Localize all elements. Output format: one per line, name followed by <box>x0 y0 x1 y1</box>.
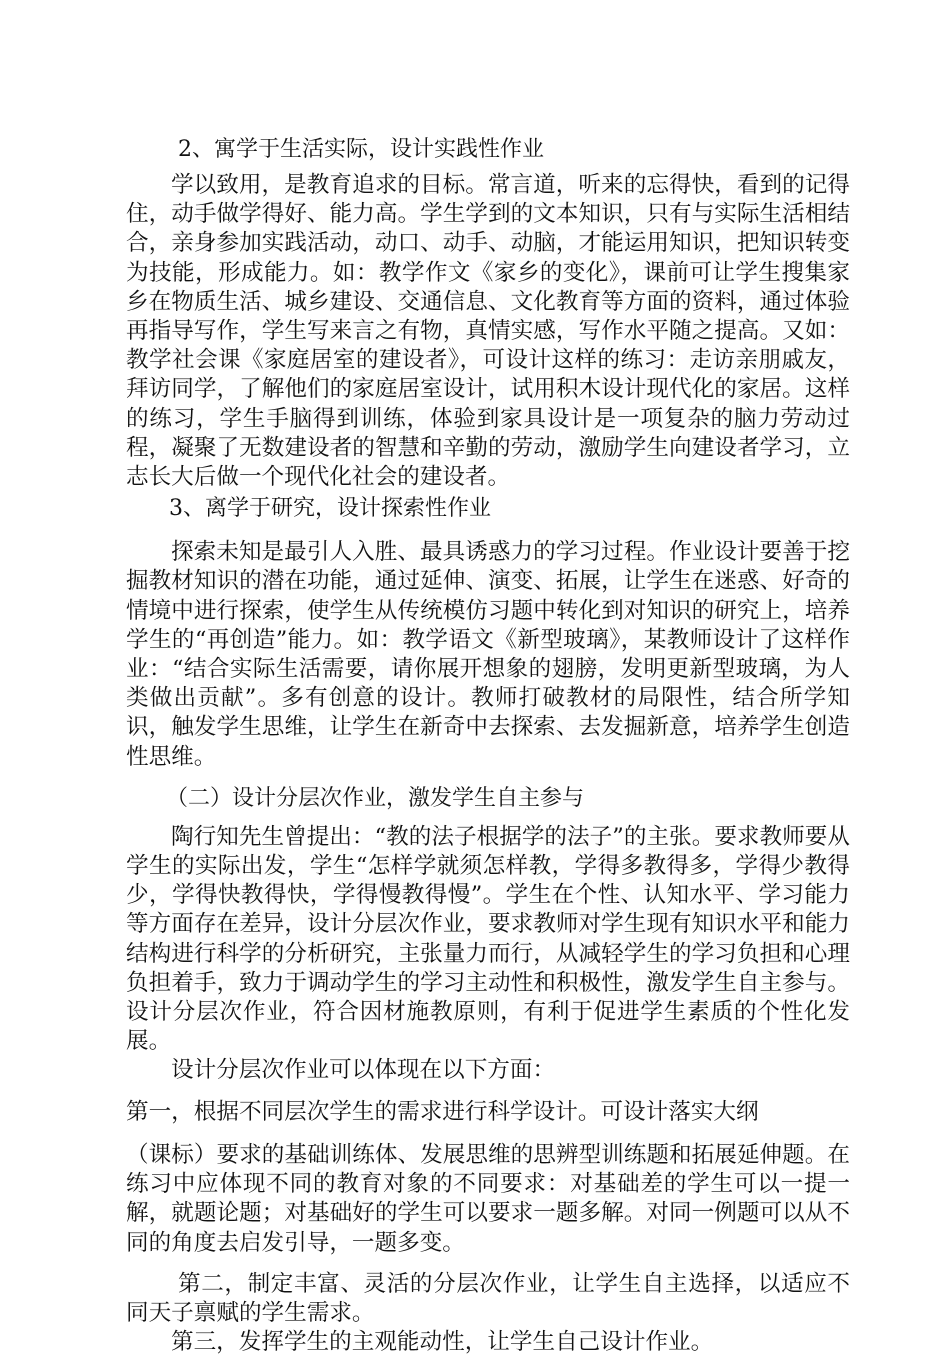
section-3-heading: 3、离学于研究，设计探索性作业 <box>169 496 491 522</box>
section-3-body: 探索未知是最引人入胜、最具诱惑力的学习过程。作业设计要善于挖掘教材知识的潜在功能，通过延伸、演变、拓展，让学生在迷惑、好奇的情境中进行探索，使学生从传统模仿习题中转化到对知识的研究上，培养学生的“再创造”能力。如：教学语文《新型玻璃》，某教师设计了这样作业：“结合实际生活需要，请你展开想象的翅膀，发明更新型玻璃，为人类做出贡献”。多有创意的设计。教师打破教材的局限性，结合所学知识，触发学生思维，让学生在新奇中去探索、去发掘新意，培养学生创造性思维。 <box>126 539 850 770</box>
part-2-heading: （二）设计分层次作业，激发学生自主参与 <box>166 785 585 811</box>
point-1-continuation: （课标）要求的基础训练体、发展思维的思辨型训练题和拓展延伸题。在练习中应体现不同的教育对象的不同要求：对基础差的学生可以一提一解，就题论题；对基础好的学生可以要求一题多解。对同一例题可以从不同的角度去启发引导，一题多变。 <box>126 1141 850 1256</box>
point-3: 第三，发挥学生的主观能动性，让学生自己设计作业。 <box>171 1329 714 1356</box>
part-2-intro: 设计分层次作业可以体现在以下方面： <box>171 1057 556 1084</box>
point-1-first-line: 第一，根据不同层次学生的需求进行科学设计。可设计落实大纲 <box>126 1098 759 1125</box>
section-2-body: 学以致用，是教育追求的目标。常言道，听来的忘得快，看到的记得住，动手做学得好、能力高。学生学到的文本知识，只有与实际生活相结合，亲身参加实践活动，动口、动手、动脑，才能运用知识，把知识转变为技能，形成能力。如：教学作文《家乡的变化》，课前可让学生搜集家乡在物质生活、城乡建设、交通信息、文化教育等方面的资料，通过体验再指导写作，学生写来言之有物，真情实感，写作水平随之提高。又如：教学社会课《家庭居室的建设者》，可设计这样的练习：走访亲朋戚友，拜访同学，了解他们的家庭居室设计，试用积木设计现代化的家居。这样的练习，学生手脑得到训练，体验到家具设计是一项复杂的脑力劳动过程，凝聚了无数建设者的智慧和辛勤的劳动，激励学生向建设者学习，立志长大后做一个现代化社会的建设者。 <box>126 172 850 491</box>
document-page <box>126 128 850 1357</box>
point-1 <box>126 1098 850 1258</box>
section-2-heading: 2、寓学于生活实际，设计实践性作业 <box>178 137 544 162</box>
point-2: 第二，制定丰富、灵活的分层次作业，让学生自主选择，以适应不同天子禀赋的学生需求。 <box>126 1270 850 1326</box>
part-2-body: 陶行知先生曾提出：“教的法子根据学的法子”的主张。要求教师要从学生的实际出发，学生“怎样学就须怎样教，学得多教得多，学得少教得少，学得快教得快，学得慢教得慢”。学生在个性、认知水平、学习能力等方面存在差异，设计分层次作业，要求教师对学生现有知识水平和能力结构进行科学的分析研究，主张量力而行，从减轻学生的学习负担和心理负担着手，致力于调动学生的学习主动性和积极性，激发学生自主参与。设计分层次作业，符合因材施教原则，有利于促进学生素质的个性化发展。 <box>126 823 850 1055</box>
